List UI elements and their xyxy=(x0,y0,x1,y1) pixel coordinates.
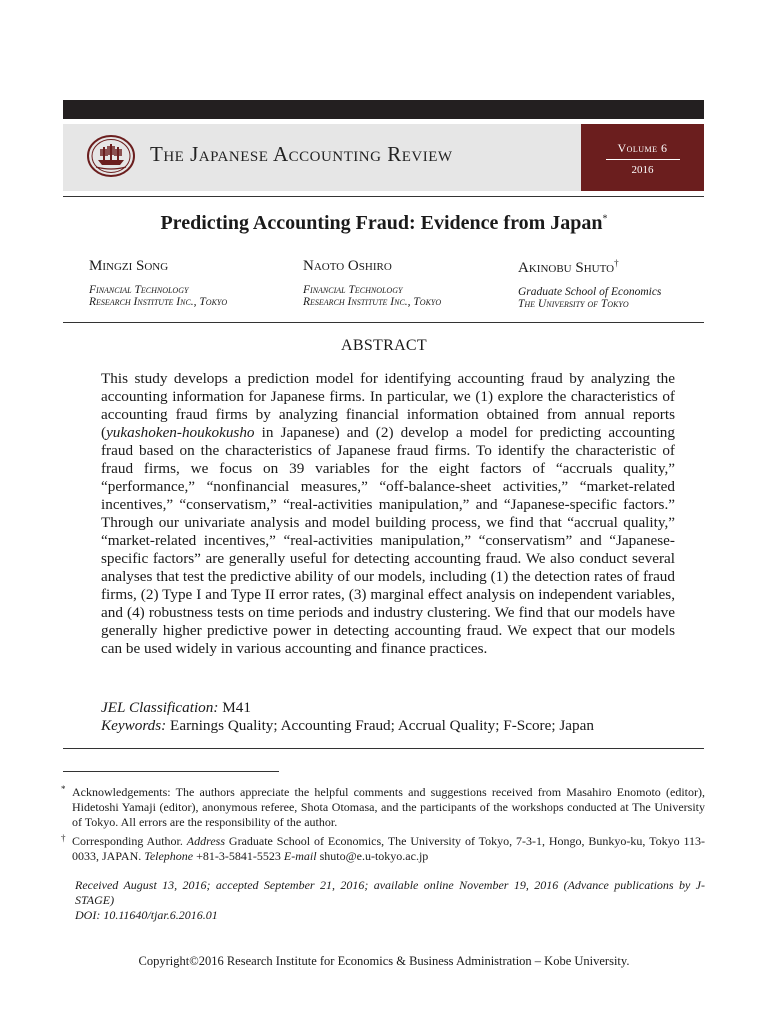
publication-history xyxy=(75,878,705,923)
footnote-mark: † xyxy=(61,833,66,843)
affiliation-line: Research Institute Inc., Tokyo xyxy=(303,296,442,308)
author-block-3 xyxy=(518,258,661,310)
author-name-text: Akinobu Shuto xyxy=(518,260,615,276)
journal-seal-logo xyxy=(86,134,136,178)
affiliation-line: Financial Technology xyxy=(89,284,189,296)
doi[interactable]: DOI: 10.11640/tjar.6.2016.01 xyxy=(75,908,218,922)
header-top-bar xyxy=(63,100,704,119)
paper-title xyxy=(0,212,768,235)
corresponding-author-footnote xyxy=(61,833,706,864)
volume-year: 2016 xyxy=(631,164,654,176)
received-dates: Received August 13, 2016; accepted September 21, 2016; available online November 19, 2016 (Advance publications by J-STAGE) xyxy=(75,878,705,907)
author-block-1 xyxy=(89,258,227,308)
affiliation-line: Graduate School of Economics xyxy=(518,286,662,298)
paper-title-text: Predicting Accounting Fraud: Evidence from Japan xyxy=(160,212,603,234)
affiliation-line: Financial Technology xyxy=(303,284,403,296)
keywords xyxy=(101,717,594,735)
affiliation-line: Research Institute Inc., Tokyo xyxy=(89,296,228,308)
volume-label: Volume 6 xyxy=(617,141,668,155)
keywords-value: Earnings Quality; Accounting Fraud; Accrual Quality; F-Score; Japan xyxy=(166,717,594,734)
author-name-text: Mingzi Song xyxy=(89,258,169,274)
journal-title: The Japanese Accounting Review xyxy=(150,142,453,166)
abstract-italic-term: yukashoken-houkokusho xyxy=(106,424,255,441)
abstract-text: in Japanese) and (2) develop a model for predicting accounting fraud based on the characteristics of Japanese fraud firms. To identify the characteristic of fraud firms, we focus on 39 variables for the eight factors of “accruals quality,” “performance,” “nonfinancial measures,” “off-balance-sheet activities,” “market-related incentives,” “conservatism,” “real-activities manipulation,” and “Japanese-specific factors.” Through our univariate analysis and model building process, we find that “accrual quality,” “market-related incentives,” “real-activities manipulation,” “conservatism” and “Japanese-specific factors” are generally useful for detecting accounting fraud. We also conduct several analyses that test the predictive ability of our models, including (1) the detection rates of fraud firms, (2) Type I and Type II error rates, (3) marginal effect analysis on independent variables, and (4) robustness tests on time periods and industry clustering. We find that our models have generally higher predictive power in detecting accounting fraud. We expect that our models can be used widely in various accounting and finance practices. xyxy=(101,424,675,657)
author-block-2 xyxy=(303,258,441,308)
copyright-notice: Copyright©2016 Research Institute for Economics & Business Administration – Kobe University. xyxy=(138,954,630,968)
authors-bottom-rule xyxy=(63,322,704,323)
footnote-rule xyxy=(63,771,279,772)
author-affiliation xyxy=(518,286,661,310)
author-affiliation xyxy=(89,284,227,308)
volume-divider xyxy=(606,159,680,160)
affiliation-line: The University of Tokyo xyxy=(518,298,629,310)
abstract-text: This study develops a prediction model for identifying accounting fraud by analyzing the accounting information for Japanese firms. In particular, we (1) explore the characteristics of accounting fraud firms by analyzing financial information obtained from annual reports ( xyxy=(101,370,675,441)
email-text[interactable]: shuto@e.u-tokyo.ac.jp xyxy=(316,849,429,863)
corresponding-author-mark: † xyxy=(614,258,619,268)
author-name-text: Naoto Oshiro xyxy=(303,258,392,274)
footnote-mark: * xyxy=(61,784,66,794)
jel-classification xyxy=(101,699,251,717)
keywords-label: Keywords: xyxy=(101,717,167,734)
jel-value: M41 xyxy=(218,699,251,716)
title-footnote-mark: * xyxy=(602,213,608,225)
phone-label: Telephone xyxy=(144,849,194,863)
acknowledgement-footnote xyxy=(61,784,705,830)
footnote-text: Acknowledgements: The authors appreciate the helpful comments and suggestions received from Masahiro Enomoto (editor), Hidetoshi Yamaji (editor), anonymous referee, Shota Otomasa, and the participants of the workshops conducted at The University of Tokyo. All errors are the responsibility of the author. xyxy=(72,785,705,829)
abstract-heading: ABSTRACT xyxy=(341,337,427,354)
abstract-bottom-rule xyxy=(63,748,704,749)
header-bottom-rule xyxy=(63,196,704,197)
author-name xyxy=(303,258,441,275)
phone-text: +81-3-5841-5523 xyxy=(193,849,284,863)
address-text: Graduate School of Economics, The University of Tokyo, 7-3-1, Hongo, Bunkyo-ku, Tokyo 113-0033, JAPAN. xyxy=(72,834,706,863)
author-name xyxy=(518,258,661,277)
author-affiliation xyxy=(303,284,441,308)
abstract-body xyxy=(101,370,675,658)
address-label: Address xyxy=(186,834,226,848)
footnote-text: Corresponding Author. xyxy=(72,834,187,848)
volume-box xyxy=(581,124,704,191)
email-label: E-mail xyxy=(283,849,317,863)
jel-label: JEL Classification: xyxy=(101,699,219,716)
author-name xyxy=(89,258,227,275)
